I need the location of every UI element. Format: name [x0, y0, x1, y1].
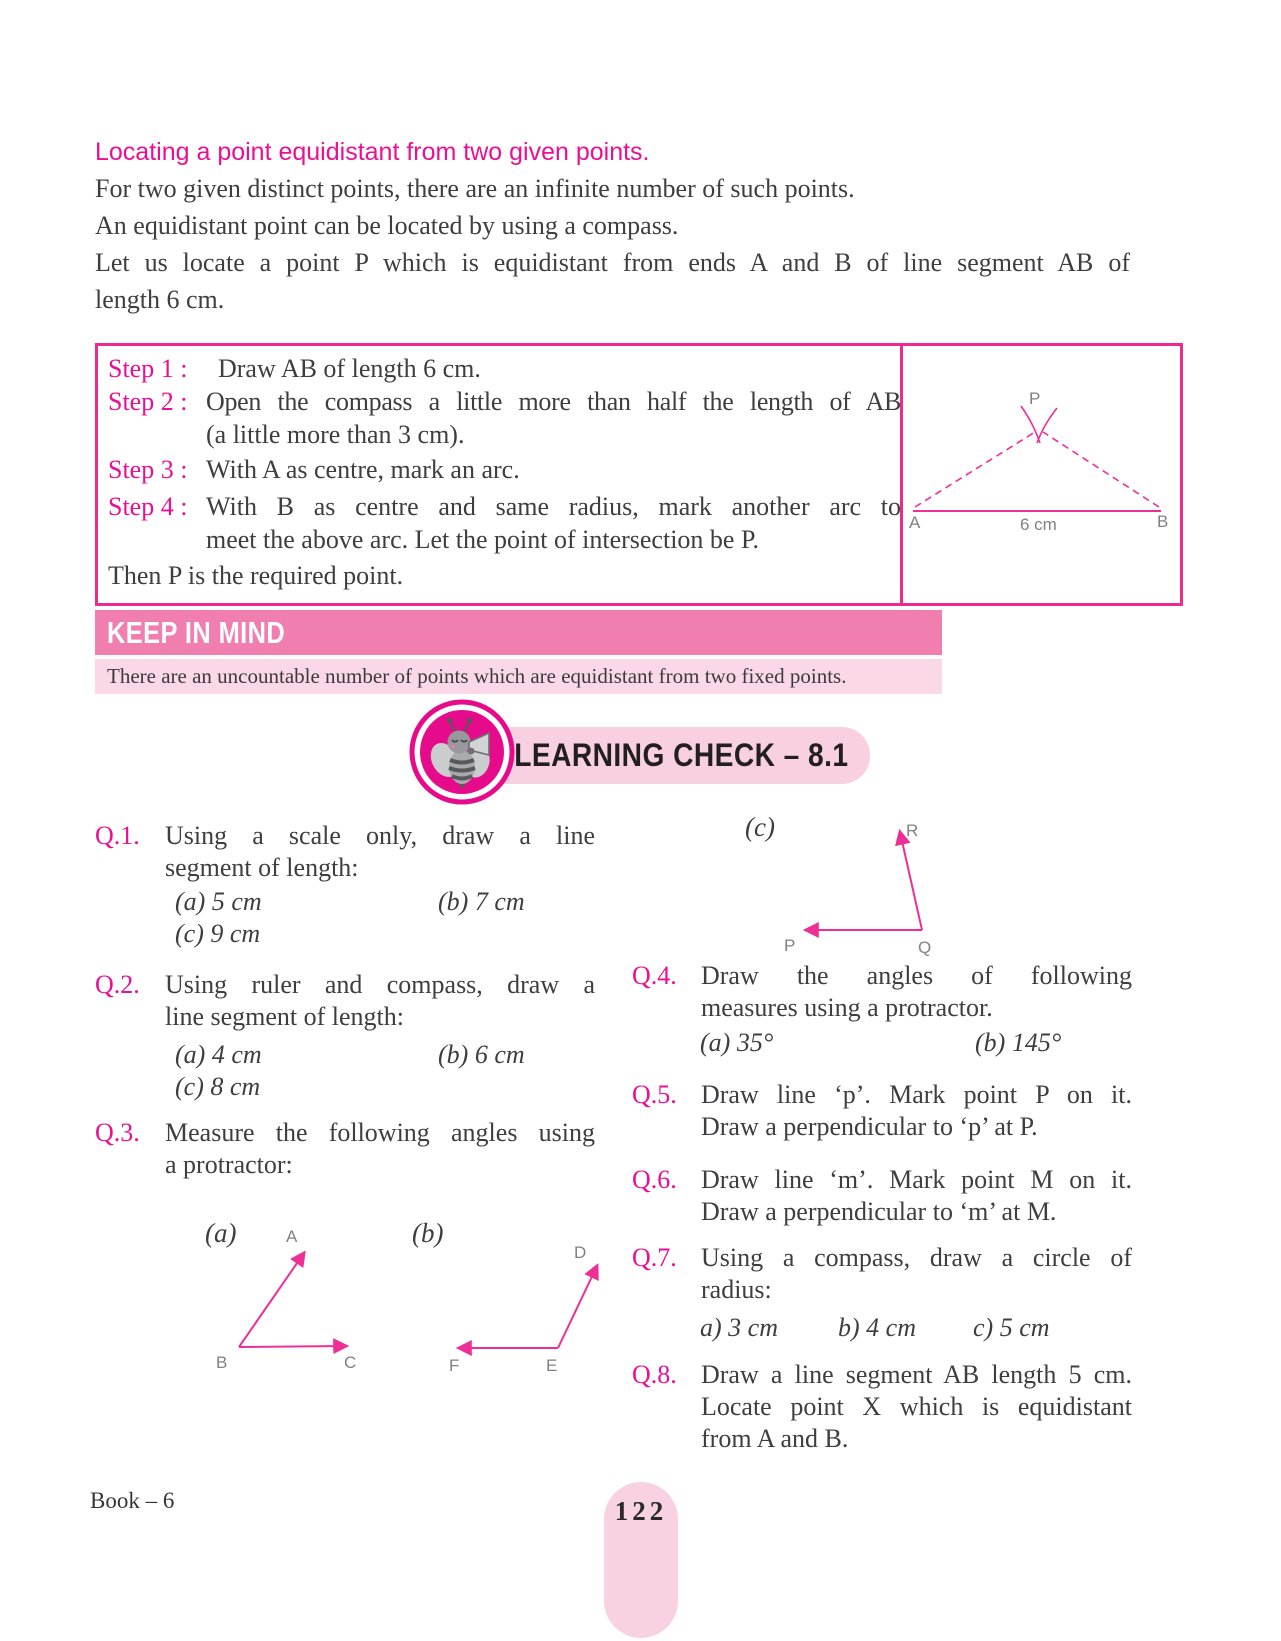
point-label-p: P — [784, 936, 796, 955]
question-q6 — [632, 1164, 1132, 1228]
question-number: Q.5. — [632, 1080, 677, 1109]
question-line: Draw line ‘m’. Mark point M on it. — [701, 1165, 1132, 1194]
step-row — [108, 453, 898, 486]
intro-line: An equidistant point can be located by using a compass. — [95, 211, 679, 240]
step-label: Step 2 : — [108, 387, 188, 416]
point-label-r: R — [906, 821, 919, 840]
segment-length-label: 6 cm — [1020, 515, 1057, 534]
keep-in-mind-title: KEEP IN MIND — [107, 615, 286, 650]
q2-option-c: (c) 8 cm — [175, 1072, 261, 1101]
option: (a) 35° — [700, 1028, 774, 1057]
question-line: a protractor: — [165, 1150, 293, 1179]
learning-check-banner — [470, 727, 870, 784]
option: a) 3 cm — [700, 1313, 778, 1342]
question-line: measures using a protractor. — [701, 993, 993, 1022]
question-line: Using a compass, draw a circle of — [701, 1243, 1132, 1272]
step-label: Step 1 : — [108, 354, 188, 383]
option: (b) 145° — [975, 1028, 1062, 1057]
question-q1 — [95, 820, 595, 884]
angle-diagram-c — [700, 788, 1060, 968]
intro-line: Let us locate a point P which is equidistant from ends A and B of line segment AB of — [95, 248, 1130, 277]
point-label-q: Q — [918, 938, 932, 957]
q4-options-row — [700, 1027, 1132, 1059]
compass-arc — [1037, 408, 1057, 443]
step-row — [108, 385, 901, 451]
option: b) 4 cm — [838, 1313, 916, 1342]
intro-paragraph — [95, 170, 1130, 318]
question-number: Q.1. — [95, 821, 140, 850]
question-line: from A and B. — [701, 1424, 849, 1453]
question-line: Draw line ‘p’. Mark point P on it. — [701, 1080, 1132, 1109]
keep-in-mind-banner — [95, 610, 942, 655]
question-line: Using ruler and compass, draw a — [165, 970, 595, 999]
equidistant-point-construction-diagram — [903, 346, 1177, 600]
question-line: radius: — [701, 1275, 772, 1304]
page-number-pill — [604, 1482, 678, 1638]
point-label-b: B — [1157, 512, 1169, 531]
question-line: Draw a perpendicular to ‘p’ at P. — [701, 1112, 1038, 1141]
option: (a) 4 cm — [175, 1040, 262, 1069]
diagram-b-label: (b) — [412, 1218, 444, 1248]
step-text: Draw AB of length 6 cm. — [218, 354, 481, 383]
question-number: Q.7. — [632, 1243, 677, 1272]
dashed-bp — [1043, 432, 1159, 507]
question-line: Locate point X which is equidistant — [701, 1392, 1132, 1421]
ray-bc — [239, 1346, 346, 1347]
point-label-e: E — [546, 1356, 558, 1375]
step-text: Open the compass a little more than half the length of AB — [206, 387, 901, 416]
question-q7 — [632, 1242, 1132, 1306]
diagram-a-label: (a) — [205, 1218, 237, 1248]
question-line: Draw a perpendicular to ‘m’ at M. — [701, 1197, 1057, 1226]
question-line: Using a scale only, draw a line — [165, 821, 595, 850]
step-label: Step 3 : — [108, 455, 188, 484]
q1-option-c: (c) 9 cm — [175, 919, 261, 948]
keep-in-mind-note-strip — [95, 659, 942, 694]
point-label-c: C — [344, 1353, 357, 1372]
question-number: Q.8. — [632, 1360, 677, 1389]
q1-options-row — [175, 886, 605, 918]
q7-options-row — [700, 1312, 1132, 1344]
step-text: meet the above arc. Let the point of intersection be P. — [206, 525, 760, 554]
construction-steps-box — [95, 343, 1183, 606]
question-q4 — [632, 960, 1132, 1024]
dashed-ap — [915, 432, 1035, 507]
ray-ed — [558, 1266, 597, 1348]
q2-options-row — [175, 1039, 605, 1071]
point-label-a: A — [286, 1227, 298, 1246]
step-text: (a little more than 3 cm). — [206, 420, 465, 449]
step-conclusion: Then P is the required point. — [108, 561, 404, 590]
question-q3 — [95, 1117, 595, 1181]
learning-check-title: LEARNING CHECK – 8.1 — [514, 737, 849, 773]
question-line: Draw the angles of following — [701, 961, 1132, 990]
question-number: Q.6. — [632, 1165, 677, 1194]
option: (a) 5 cm — [175, 887, 262, 916]
question-q2 — [95, 969, 595, 1033]
diagram-c-label: (c) — [745, 812, 775, 842]
point-label-a: A — [909, 513, 921, 532]
step-row — [108, 490, 901, 556]
question-line: Measure the following angles using — [165, 1118, 595, 1147]
page-number: 122 — [614, 1496, 668, 1526]
question-line: Draw a line segment AB length 5 cm. — [701, 1360, 1132, 1389]
question-line: segment of length: — [165, 853, 359, 882]
option: (b) 6 cm — [438, 1040, 525, 1069]
footer-book-label: Book – 6 — [90, 1488, 175, 1513]
point-label-p: P — [1029, 389, 1041, 408]
step-row — [108, 352, 898, 385]
ray-qr — [900, 832, 922, 930]
step-label: Step 4 : — [108, 492, 188, 521]
step-text: With B as centre and same radius, mark another arc to — [206, 492, 901, 521]
angle-diagrams-a-b — [150, 1222, 630, 1380]
option: c) 5 cm — [973, 1313, 1050, 1342]
step-text: With A as centre, mark an arc. — [206, 455, 520, 484]
point-label-f: F — [449, 1356, 460, 1375]
point-label-d: D — [574, 1243, 587, 1262]
question-number: Q.3. — [95, 1118, 140, 1147]
question-q5 — [632, 1079, 1132, 1143]
bee-megaphone-icon — [407, 697, 517, 807]
section-heading: Locating a point equidistant from two given points. — [95, 138, 650, 166]
question-q8 — [632, 1359, 1132, 1455]
question-number: Q.4. — [632, 961, 677, 990]
compass-arc — [1021, 406, 1040, 443]
ray-ba — [239, 1253, 304, 1347]
keep-in-mind-note: There are an uncountable number of points which are equidistant from two fixed points. — [107, 664, 847, 688]
point-label-b: B — [216, 1353, 228, 1372]
question-number: Q.2. — [95, 970, 140, 999]
intro-line: For two given distinct points, there are an infinite number of such points. — [95, 174, 855, 203]
option: (b) 7 cm — [438, 887, 525, 916]
question-line: line segment of length: — [165, 1002, 405, 1031]
intro-line: length 6 cm. — [95, 285, 225, 314]
